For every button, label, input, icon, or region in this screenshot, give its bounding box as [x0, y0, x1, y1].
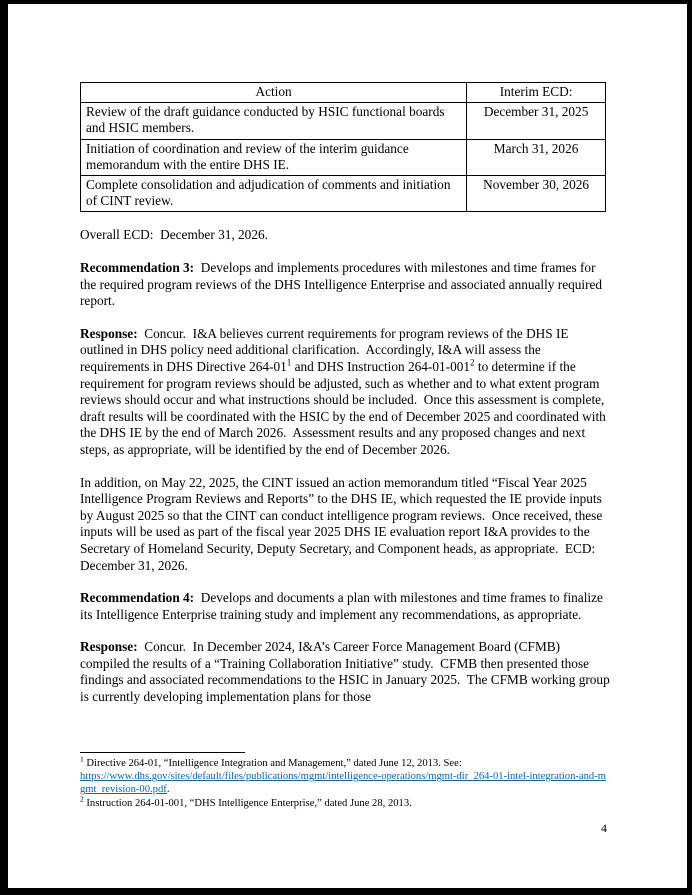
footnote-2-text: Instruction 264-01-001, “DHS Intelligence Enterprise,” dated June 28, 2013. [83, 797, 412, 809]
action-cell: Complete consolidation and adjudication of comments and initiation of CINT review. [81, 176, 467, 212]
overall-ecd-line: Overall ECD: December 31, 2026. [80, 227, 268, 243]
response-4-label: Response: [80, 639, 138, 655]
footnote-1-reference: 1 [286, 357, 292, 368]
ecd-cell: March 31, 2026 [467, 139, 606, 175]
ecd-cell: December 31, 2025 [467, 103, 606, 139]
recommendation-3-text: Develops and implements procedures with milestones and time frames for the required program reviews of the DHS Intelligence Enterprise and associated annually required report. [80, 260, 606, 309]
recommendation-4-paragraph [80, 590, 610, 623]
table-row [81, 176, 606, 212]
recommendation-3-paragraph [80, 260, 610, 310]
footnote-2-reference: 2 [470, 357, 475, 368]
response-3-paragraph [80, 326, 610, 459]
response-3-text-part1: Concur. I&A believes current requirements for program reviews of the DHS IE outlined in DHS policy need additional clarification. Accordingly, I&A will assess the requirements in DHS Directive 264-01 [80, 325, 572, 374]
recommendation-4-text: Develops and documents a plan with milestones and time frames to finalize its Intelligence Enterprise training study and implement any recommendations, as appropriate. [80, 590, 607, 622]
footnote-1-period: . [166, 784, 170, 796]
ecd-cell: November 30, 2026 [467, 176, 606, 212]
recommendation-3-label: Recommendation 3: [80, 260, 195, 276]
response-3-text-part3: to determine if the requirement for program reviews should be adjusted, such as whether and to what extent program reviews should occur and what instructions should be included. Once this assessment is complete, draft results will be coordinated with the HSIC by the end of December 2025 and coordinated with the DHS IE by the end of March 2026. Assessment results and any proposed changes and next steps, as appropriate, will be identified by the end of December 2026. [80, 358, 610, 457]
footnote-1-link[interactable]: https://www.dhs.gov/sites/default/files/publications/mgmt/intelligence-operations/mgmt-dir_264-01-intel-integration-and-mgmt_revision-00.pdf [80, 771, 606, 796]
in-addition-paragraph: In addition, on May 22, 2025, the CINT issued an action memorandum titled “Fiscal Year 2025 Intelligence Program Reviews and Reports” to the DHS IE, which requested the IE provide inputs by August 2025 so that the CINT can conduct intelligence program reviews. Once received, these inputs will be used as part of the fiscal year 2025 DHS IE evaluation report I&A provides to the Secretary of Homeland Security, Deputy Secretary, and Component heads, as appropriate. ECD: December 31, 2026. [80, 474, 606, 573]
footnote-separator-rule [80, 752, 245, 753]
response-4-paragraph [80, 639, 614, 705]
footnote-2-marker: 2 [80, 794, 84, 804]
response-3-label: Response: [80, 325, 138, 341]
response-3-text-part2: and DHS Instruction 264-01-001 [291, 358, 471, 374]
footnote-1-marker: 1 [80, 754, 84, 764]
action-ecd-table [80, 82, 606, 212]
column-header-action: Action [81, 83, 467, 103]
footnote-2 [80, 794, 610, 810]
footnote-1-text: Directive 264-01, “Intelligence Integration and Management,” dated June 12, 2013. See: [83, 758, 462, 769]
table-header-row [81, 83, 606, 103]
action-cell: Review of the draft guidance conducted by HSIC functional boards and HSIC members. [81, 103, 467, 139]
table-row [81, 103, 606, 139]
document-page [8, 4, 687, 888]
footnote-1 [80, 754, 610, 797]
recommendation-4-label: Recommendation 4: [80, 590, 195, 606]
column-header-interim-ecd: Interim ECD: [467, 83, 606, 103]
page-number: 4 [601, 821, 607, 835]
action-cell: Initiation of coordination and review of the interim guidance memorandum with the entire DHS IE. [81, 139, 467, 175]
table-row [81, 139, 606, 175]
response-4-text: Concur. In December 2024, I&A’s Career Force Management Board (CFMB) compiled the results of a “Training Collaboration Initiative” study. CFMB then presented those findings and associated recommendations to the HSIC in January 2025. The CFMB working group is currently developing implementation plans for those [80, 639, 614, 705]
footnote-area [80, 752, 610, 810]
